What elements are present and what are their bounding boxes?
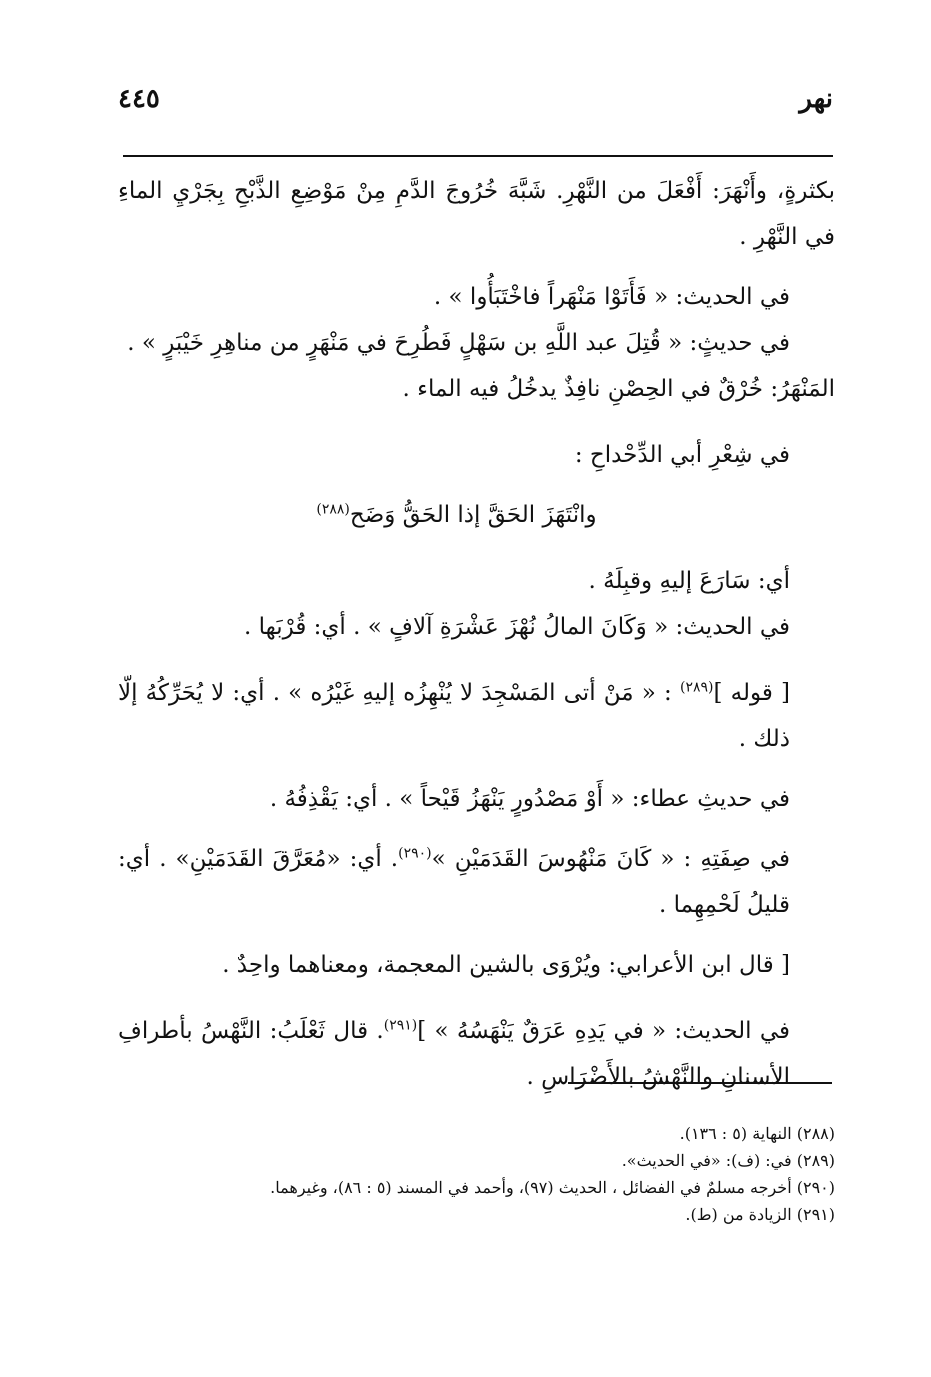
main-text bbox=[118, 168, 835, 1100]
paragraph: في الحديث: « وَكَانَ المالُ نُهْزَ عَشْرَةِ آلافٍ » . أي: قُرْبَها . bbox=[244, 614, 790, 640]
verse-line bbox=[118, 492, 835, 538]
header-rule bbox=[123, 155, 833, 157]
head-word: نهر bbox=[799, 84, 833, 114]
footnote-ref: (٢٨٨) bbox=[316, 501, 350, 518]
paragraph-text: [ قوله ] bbox=[713, 680, 790, 706]
footnote-ref: (٢٩٠) bbox=[398, 845, 432, 862]
paragraph bbox=[118, 1008, 835, 1100]
footnote: (٢٨٨) النهاية (٥ : ١٣٦). bbox=[679, 1124, 835, 1143]
footnote: (٢٨٩) في: (ف): «في الحديث». bbox=[621, 1151, 835, 1170]
paragraph-text: . أي: «مُعَرَّقَ القَدَمَيْنِ» . أي: قليلُ لَحْمِهِما . bbox=[118, 846, 790, 918]
paragraph: في حديثِ عطاء: « أَوْ مَصْدُورٍ يَنْهَزُ قَيْحاً » . أي: يَقْذِفُهُ . bbox=[269, 786, 790, 812]
paragraph: في الحديث: « فَأَتَوْا مَنْهَراً فاخْتَبَأُوا » . bbox=[433, 284, 790, 310]
verse-text: وانْتَهَزَ الحَقَّ إذا الحَقُّ وَضَح bbox=[349, 502, 597, 528]
footnote: (٢٩١) الزيادة من (ط). bbox=[685, 1205, 835, 1224]
paragraph-text: . قال ثَعْلَبُ: النَّهْسُ بأطرافِ الأسنانِ والنَّهْشُ بالأَضْرَاسِ . bbox=[118, 1018, 790, 1090]
paragraph: في حديثٍ: « قُتِلَ عبد اللَّهِ بن سَهْلٍ فَطُرِحَ في مَنْهَرٍ من مناهِرِ خَيْبَرٍ » . bbox=[127, 330, 790, 356]
footnote-separator bbox=[568, 1082, 832, 1084]
paragraph-text: في الحديث: « في يَدِهِ عَرَقٌ يَنْهَسُهُ » ] bbox=[417, 1018, 790, 1044]
paragraph: [ قال ابن الأعرابي: ويُرْوَى بالشين المعجمة، ومعناهما واحِدٌ . bbox=[222, 952, 790, 978]
page-header bbox=[118, 84, 833, 124]
paragraph: في شِعْرِ أبي الدِّحْداحِ : bbox=[574, 442, 790, 468]
page-number: ٤٤٥ bbox=[118, 84, 160, 114]
paragraph: أي: سَارَعَ إليهِ وقبِلَهُ . bbox=[588, 568, 790, 594]
paragraph bbox=[118, 836, 835, 928]
paragraph-text: : « مَنْ أتى المَسْجِدَ لا يُنْهِزُه إليهِ غَيْرُه » . أي: لا يُحَرِّكُهُ إلّا ذلك . bbox=[118, 680, 790, 752]
paragraph bbox=[118, 670, 835, 762]
footnote-ref: (٢٩١) bbox=[383, 1017, 418, 1034]
paragraph-text: في صِفَتِهِ : « كَانَ مَنْهُوسَ القَدَمَيْنِ » bbox=[431, 846, 790, 872]
paragraph: المَنْهَرُ: خُرْقٌ في الحِصْنِ نافِذٌ يدخُلُ فيه الماء . bbox=[402, 376, 835, 402]
paragraph: بكثرةٍ، وأَنْهَرَ: أَفْعَلَ من النَّهْرِ. شَبَّهَ خُرُوجَ الدَّمِ مِنْ مَوْضِعِ الذَّبْحِ بِجَرْيِ الماءِ في النَّهْرِ . bbox=[118, 178, 835, 250]
footnotes bbox=[118, 1120, 835, 1228]
footnote: (٢٩٠) أخرجه مسلمٌ في الفضائل ، الحديث (٩٧)، وأحمد في المسند (٥ : ٨٦)، وغيرهما. bbox=[270, 1178, 835, 1197]
footnote-ref: (٢٨٩) bbox=[679, 679, 714, 696]
